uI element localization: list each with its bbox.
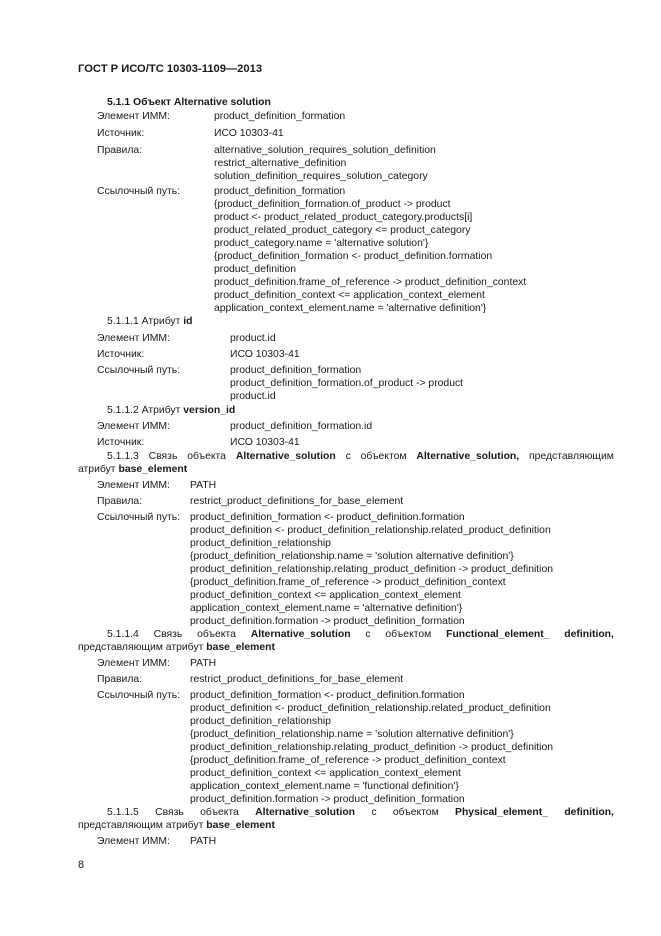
- path-line: product_definition_relationship: [190, 716, 331, 728]
- path-line: product_definition_formation <- product_definition.formation: [190, 690, 465, 701]
- heading-word: Связь: [155, 807, 184, 818]
- page-number: 8: [78, 859, 85, 871]
- rule-line: alternative_solution_requires_solution_definition: [214, 145, 436, 156]
- path-line: {product_definition_relationship.name = 'solution alternative definition'}: [190, 551, 514, 563]
- heading-continuation: [78, 819, 275, 832]
- rule-line: solution_definition_requires_solution_category: [214, 171, 428, 183]
- source-value: ИСО 10303-41: [230, 437, 300, 448]
- heading-word: объектом: [385, 629, 432, 640]
- heading-word: 5.1.1.5: [107, 807, 139, 818]
- entity-name: Alternative_solution: [250, 629, 351, 640]
- source-label: Источник:: [97, 437, 145, 448]
- source-value: ИСО 10303-41: [214, 128, 284, 139]
- path-line: product_definition <- product_definition_relationship.related_product_definition: [190, 703, 551, 715]
- aim-element-value: PATH: [190, 836, 217, 847]
- section-heading-5-1-1-5: [107, 806, 614, 819]
- path-line: product_definition <- product_definition_relationship.related_product_definition: [190, 525, 551, 537]
- document-header: ГОСТ Р ИСО/ТС 10303-1109—2013: [78, 63, 263, 75]
- heading-word: 5.1.1.4: [107, 629, 139, 640]
- rules-label: Правила:: [97, 496, 143, 507]
- section-heading-5-1-1-2: [107, 404, 235, 417]
- path-line: product_definition_context <= application_context_element: [190, 590, 461, 602]
- path-line: product_definition_formation: [214, 186, 346, 197]
- aim-element-value: PATH: [190, 658, 217, 669]
- aim-element-label: Элемент ИММ:: [97, 658, 170, 669]
- rules-label: Правила:: [97, 674, 143, 685]
- path-line: product_definition: [214, 264, 297, 276]
- path-line: product_definition_context <= application_context_element: [214, 290, 485, 302]
- section-heading-5-1-1: 5.1.1 Объект Alternative solution: [107, 97, 271, 108]
- path-line: product.id: [230, 391, 276, 403]
- path-line: product_definition_relationship: [190, 538, 331, 550]
- source-label: Источник:: [97, 128, 145, 139]
- reference-path-block: [214, 185, 526, 315]
- path-line: application_context_element.name = 'alternative definition'}: [190, 603, 463, 615]
- path-line: {product_definition_formation.of_product -> product: [214, 199, 451, 211]
- rule-line: restrict_alternative_definition: [214, 158, 347, 170]
- aim-element-value: product.id: [230, 333, 276, 344]
- heading-text: представляющим атрибут: [78, 820, 207, 831]
- heading-text: представляющим атрибут: [78, 642, 207, 653]
- attribute-name: base_element: [206, 642, 275, 653]
- path-line: product_related_product_category <= product_category: [214, 225, 471, 237]
- source-label: Источник:: [97, 349, 145, 360]
- path-line: application_context_element.name = 'functional definition'}: [190, 781, 459, 793]
- path-line: product_definition.formation -> product_definition_formation: [190, 794, 465, 806]
- path-line: product_definition_context <= application_context_element: [190, 768, 461, 780]
- path-line: product <- product_related_product_category.products[i]: [214, 212, 473, 224]
- aim-element-label: Элемент ИММ:: [97, 836, 170, 847]
- path-line: {product_definition_relationship.name = 'solution alternative definition'}: [190, 729, 514, 741]
- heading-word: Связь: [148, 451, 178, 462]
- heading-number: 5.1.1.2 Атрибут: [107, 405, 184, 416]
- aim-element-label: Элемент ИММ:: [97, 421, 170, 432]
- reference-path-label: Ссылочный путь:: [97, 512, 181, 523]
- attribute-name: base_element: [206, 820, 275, 831]
- entity-name: Alternative_solution: [235, 451, 336, 462]
- rules-value: restrict_product_definitions_for_base_element: [190, 496, 404, 507]
- attribute-name: base_element: [118, 464, 188, 475]
- path-line: product_definition_formation.of_product -> product: [230, 378, 464, 390]
- heading-word: с: [345, 451, 351, 462]
- path-line: {product_definition.frame_of_reference -> product_definition_context: [190, 577, 506, 589]
- aim-element-label: Элемент ИММ:: [97, 480, 170, 491]
- heading-number: 5.1.1.1 Атрибут: [107, 316, 184, 327]
- path-line: {product_definition.frame_of_reference -> product_definition_context: [190, 755, 506, 767]
- heading-word: представляющим: [529, 451, 614, 462]
- heading-continuation: [78, 463, 187, 476]
- path-line: product_definition_formation <- product_definition.formation: [190, 512, 465, 523]
- aim-element-label: Элемент ИММ:: [97, 333, 170, 344]
- attribute-name: id: [183, 316, 193, 327]
- source-value: ИСО 10303-41: [230, 349, 300, 360]
- heading-word: объектом: [392, 807, 439, 818]
- reference-path-label: Ссылочный путь:: [97, 186, 181, 197]
- aim-element-value: product_definition_formation: [214, 111, 346, 122]
- aim-element-value: PATH: [190, 480, 217, 491]
- aim-element-label: Элемент ИММ:: [97, 111, 170, 122]
- rules-list: [214, 144, 436, 183]
- heading-word: объекта: [197, 629, 236, 640]
- heading-word: 5.1.1.3: [107, 451, 139, 462]
- path-line: application_context_element.name = 'alternative definition'}: [214, 303, 487, 315]
- heading-word: с: [371, 807, 377, 818]
- path-line: product_definition_relationship.relating_product_definition -> product_definition: [190, 564, 554, 576]
- path-line: product_definition_relationship.relating_product_definition -> product_definition: [190, 742, 554, 754]
- attribute-name: version_id: [183, 405, 236, 416]
- path-line: product_definition.formation -> product_definition_formation: [190, 616, 465, 628]
- entity-name: definition,: [564, 807, 614, 818]
- heading-word: объекта: [200, 807, 239, 818]
- heading-word: объекта: [187, 451, 226, 462]
- section-heading-5-1-1-1: [107, 315, 193, 328]
- reference-path-block: [230, 364, 463, 403]
- heading-text: атрибут: [78, 464, 119, 475]
- entity-name: Functional_element_: [446, 629, 550, 640]
- entity-name: Alternative_solution: [255, 807, 356, 818]
- reference-path-block: [190, 511, 553, 628]
- path-line: {product_definition_formation <- product_definition.formation: [214, 251, 493, 263]
- path-line: product_definition.frame_of_reference -> product_definition_context: [214, 277, 527, 289]
- path-line: product_definition_formation: [230, 365, 362, 376]
- section-heading-5-1-1-3: [107, 450, 614, 463]
- aim-element-value: product_definition_formation.id: [230, 421, 373, 432]
- entity-name: definition,: [564, 629, 614, 640]
- section-heading-5-1-1-4: [107, 628, 614, 641]
- path-line: product_category.name = 'alternative solution'}: [214, 238, 429, 250]
- heading-continuation: [78, 641, 275, 654]
- reference-path-block: [190, 689, 553, 806]
- rules-label: Правила:: [97, 145, 143, 156]
- heading-word: с: [365, 629, 371, 640]
- reference-path-label: Ссылочный путь:: [97, 690, 181, 701]
- heading-word: Связь: [153, 629, 183, 640]
- entity-name: Physical_element_: [455, 807, 549, 818]
- entity-name: Alternative_solution,: [416, 451, 520, 462]
- heading-word: объектом: [360, 451, 407, 462]
- rules-value: restrict_product_definitions_for_base_element: [190, 674, 404, 685]
- reference-path-label: Ссылочный путь:: [97, 365, 181, 376]
